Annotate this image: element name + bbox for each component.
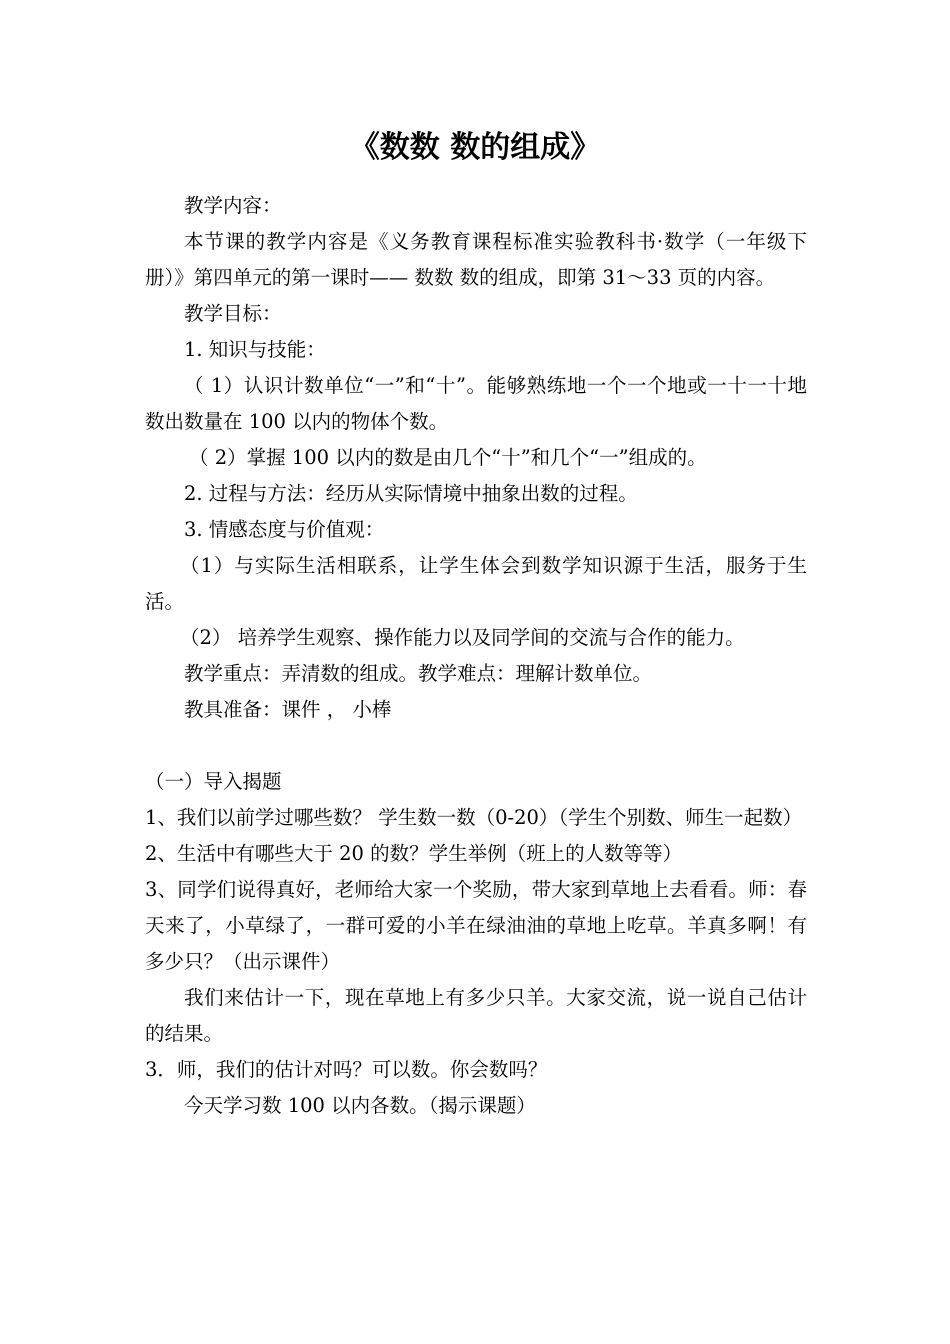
intro-step-3b: 3．师，我们的估计对吗？可以数。你会数吗？ [145,1058,548,1081]
intro-step-3: 3、同学们说得真好，老师给大家一个奖励，带大家到草地上去看看。师：春天来了，小草绿了，一群可爱的小羊在绿油油的草地上吃草。羊真多啊！有多少只？（出示课件） [145,878,807,973]
blank-line [145,728,807,764]
section-label-teaching-content: 教学内容： [184,194,282,217]
goal-process-method: 2. 过程与方法：经历从实际情境中抽象出数的过程。 [184,482,638,505]
intro-topic-reveal: 今天学习数 100 以内各数。（揭示课题） [184,1094,536,1117]
paragraph-teaching-content: 本节课的教学内容是《义务教育课程标准实验教科书·数学（一年级下册）》第四单元的第一课时—— 数数 数的组成，即第 31～33 页的内容。 [145,230,807,289]
section-label-teaching-goals: 教学目标： [184,302,282,325]
intro-estimation: 我们来估计一下，现在草地上有多少只羊。大家交流，说一说自己估计的结果。 [145,986,807,1045]
goal-emotion-item-2: （2） 培养学生观察、操作能力以及同学间的交流与合作的能力。 [180,626,745,649]
page-title: 《数数 数的组成》 [349,130,601,165]
document-body [145,188,807,1124]
goal-emotion-values: 3. 情感态度与价值观： [184,518,385,541]
intro-step-2: 2、生活中有哪些大于 20 的数？学生举例（班上的人数等等） [145,842,683,865]
teaching-aids: 教具准备：课件 ， 小棒 [184,698,392,721]
goal-knowledge-skills: 1. 知识与技能： [184,338,326,361]
goal-item-1: （ 1）认识计数单位“一”和“十”。能够熟练地一个一个地或一十一十地数出数量在 100 以内的物体个数。 [145,374,807,433]
key-and-difficult-points: 教学重点：弄清数的组成。教学难点：理解计数单位。 [184,662,653,685]
intro-step-1: 1、我们以前学过哪些数？ 学生数一数（0-20）（学生个别数、师生一起数） [145,806,803,829]
goal-emotion-item-1: （1）与实际生活相联系，让学生体会到数学知识源于生活，服务于生活。 [145,554,807,613]
goal-item-2: （ 2）掌握 100 以内的数是由几个“十”和几个“一”组成的。 [189,446,707,469]
section-heading-introduction: （一）导入揭题 [145,770,282,793]
